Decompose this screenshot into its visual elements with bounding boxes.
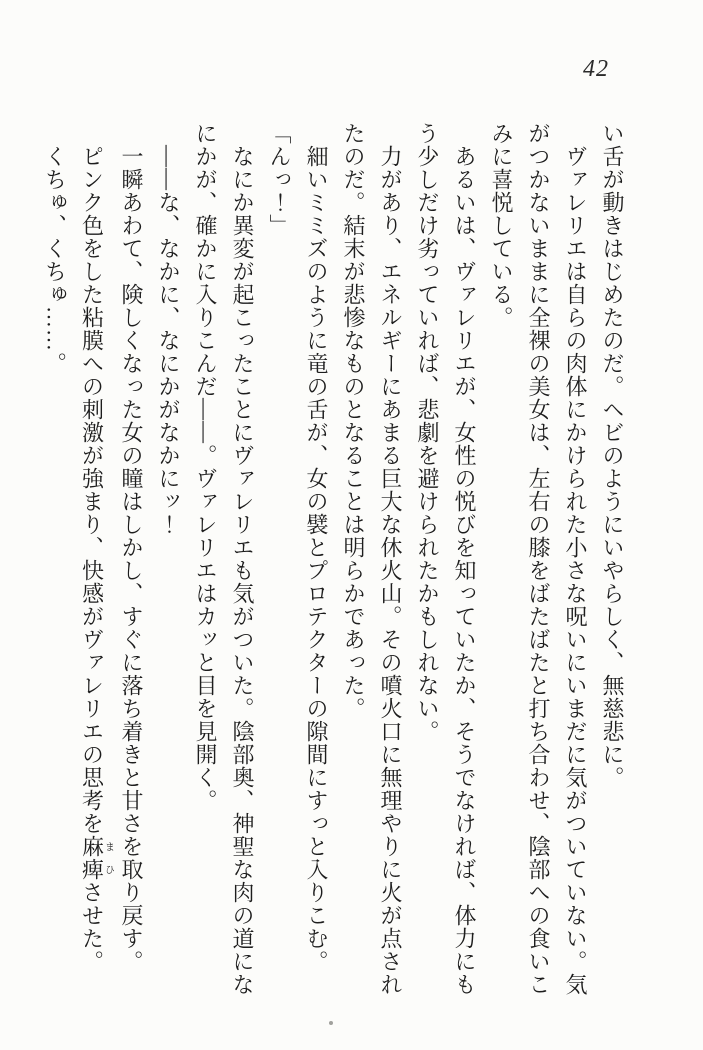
- paragraph: 細いミミズのように竜の舌が、女の襞とプロテクターの隙間にすっと入りこむ。: [304, 145, 329, 973]
- page-number: 42: [583, 56, 609, 82]
- paragraph: あるいは、ヴァレリエが、女性の悦びを知っていたか、そうでなければ、体力にもう少しだけ劣っていれば、悲劇を避けられたかもしれない。: [415, 122, 477, 996]
- scan-artifact-dot: [329, 1021, 333, 1025]
- paragraph: い舌が動きはじめたのだ。ヘビのようにいやらしく、無慈悲に。: [600, 122, 625, 789]
- paragraph: 「んっ！」: [267, 122, 292, 237]
- paragraph: なにか異変が起こったことにヴァレリエも気がついた。陰部奥、神聖な肉の道になにかが、確かに入りこんだ――。ヴァレリエはカッと目を見開く。: [193, 122, 255, 996]
- paragraph: 一瞬あわて、険しくなった女の瞳はしかし、すぐに落ち着きと甘さを取り戻す。: [119, 145, 144, 973]
- ruby-annotated-word: 麻痺まひ: [79, 835, 114, 881]
- page-text: [37, 122, 632, 1012]
- paragraph: ヴァレリエは自らの肉体にかけられた小さな呪いにいまだに気がついていない。気がつかないままに全裸の美女は、左右の膝をばたばたと打ち合わせ、陰部への食いこみに喜悦している。: [489, 122, 588, 996]
- paragraph: 力があり、エネルギーにあまる巨大な休火山。その噴火口に無理やりに火が点されたのだ。結末が悲惨なものとなることは明らかであった。: [341, 122, 403, 996]
- paragraph: ――な、なかに、なにかがなかにッ！: [156, 145, 181, 536]
- paragraph: くちゅ、くちゅ……。: [42, 145, 68, 375]
- paragraph: ピンク色をした粘膜への刺激が強まり、快感がヴァレリエの思考を麻痺まひさせた。: [79, 145, 114, 973]
